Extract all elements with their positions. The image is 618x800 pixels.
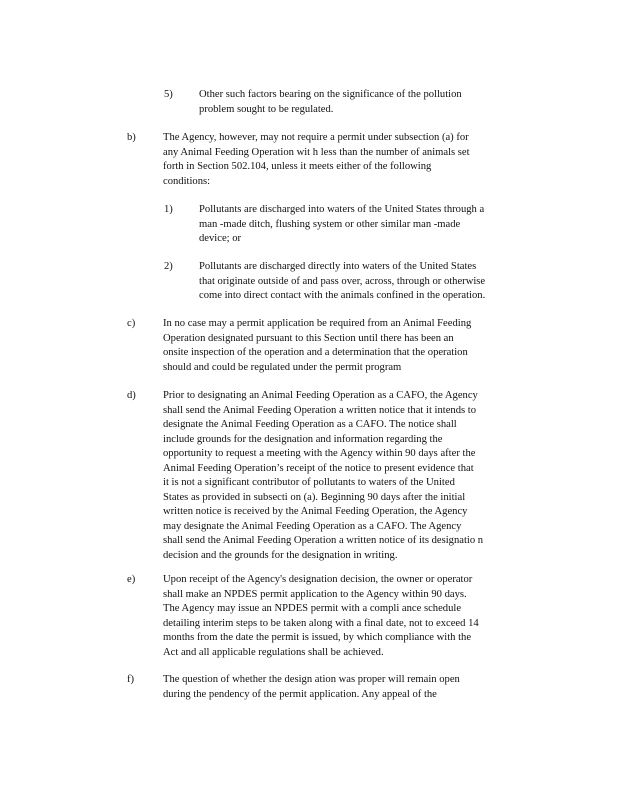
text-line: forth in Section 502.104, unless it meets either of the following	[163, 161, 432, 172]
item-text	[163, 573, 479, 660]
text-line: shall send the Animal Feeding Operation a written notice that it intends to	[163, 404, 477, 416]
text-line: months from the date the permit is issued, by which compliance with the	[163, 632, 472, 643]
text-line: Pollutants are discharged directly into waters of the United States	[199, 261, 477, 272]
item-text	[199, 203, 484, 247]
text-line: States as provided in subsecti on (a). Beginning 90 days after the initial	[163, 491, 466, 503]
text-line: shall make an NPDES permit application to the Agency within 90 days.	[163, 588, 467, 600]
text-line: may designate the Animal Feeding Operation as a CAFO. The Agency	[163, 520, 462, 532]
item-label: 5)	[164, 89, 173, 100]
item-label: 2)	[164, 261, 173, 272]
text-line: shall send the Animal Feeding Operation a written notice of its designatio n	[163, 535, 484, 546]
item-label: d)	[127, 390, 136, 401]
item-label: b)	[127, 132, 136, 143]
text-line: Act and all applicable regulations shall be achieved.	[163, 646, 384, 658]
text-line: should and could be regulated under the permit program	[163, 361, 402, 373]
text-line: device; or	[199, 233, 242, 244]
text-line: come into direct contact with the animals confined in the operation.	[199, 290, 486, 301]
text-line: Other such factors bearing on the significance of the pollution	[199, 89, 462, 100]
text-line: Upon receipt of the Agency's designation decision, the owner or operator	[163, 574, 473, 585]
item-text	[163, 673, 460, 702]
text-line: written notice is received by the Animal Feeding Operation, the Agency	[163, 506, 468, 517]
text-line: Prior to designating an Animal Feeding Operation as a CAFO, the Agency	[163, 390, 478, 401]
item-label: c)	[127, 318, 136, 329]
text-line: that originate outside of and pass over, across, through or otherwise	[199, 275, 486, 287]
item-text	[163, 317, 471, 375]
text-line: The Agency may issue an NPDES permit with a compli ance schedule	[163, 603, 462, 614]
text-line: Pollutants are discharged into waters of the United States through a	[199, 204, 485, 215]
item-label: 1)	[164, 204, 173, 215]
text-line: any Animal Feeding Operation wit h less than the number of animals set	[163, 146, 470, 158]
item-label: e)	[127, 574, 136, 585]
text-line: Animal Feeding Operation’s receipt of the notice to present evidence that	[163, 462, 474, 474]
text-line: detailing interim steps to be taken along with a final date, not to exceed 14	[163, 617, 479, 629]
text-line: opportunity to request a meeting with the Agency within 90 days after the	[163, 448, 476, 459]
text-line: designate the Animal Feeding Operation as a CAFO. The notice shall	[163, 419, 457, 430]
text-line: The question of whether the design ation was proper will remain open	[163, 674, 460, 685]
text-line: decision and the grounds for the designation in writing.	[163, 549, 398, 561]
text-line: The Agency, however, may not require a permit under subsection (a) for	[163, 132, 469, 143]
text-line: onsite inspection of the operation and a determination that the operation	[163, 347, 468, 358]
text-line: conditions:	[163, 175, 211, 187]
item-label: f)	[127, 674, 135, 685]
text-line: man -made ditch, flushing system or other similar man -made	[199, 218, 461, 230]
text-line: include grounds for the designation and information regarding the	[163, 433, 443, 445]
text-line: it is not a significant contributor of pollutants to waters of the United	[163, 477, 455, 488]
item-text	[163, 131, 470, 189]
item-text	[199, 260, 485, 304]
text-line: during the pendency of the permit application. Any appeal of the	[163, 688, 437, 700]
item-text	[163, 389, 483, 563]
text-line: problem sought to be regulated.	[199, 103, 334, 115]
item-text	[199, 88, 462, 117]
text-line: In no case may a permit application be required from an Animal Feeding	[163, 318, 472, 329]
text-line: Operation designated pursuant to this Section until there has been an	[163, 332, 454, 344]
